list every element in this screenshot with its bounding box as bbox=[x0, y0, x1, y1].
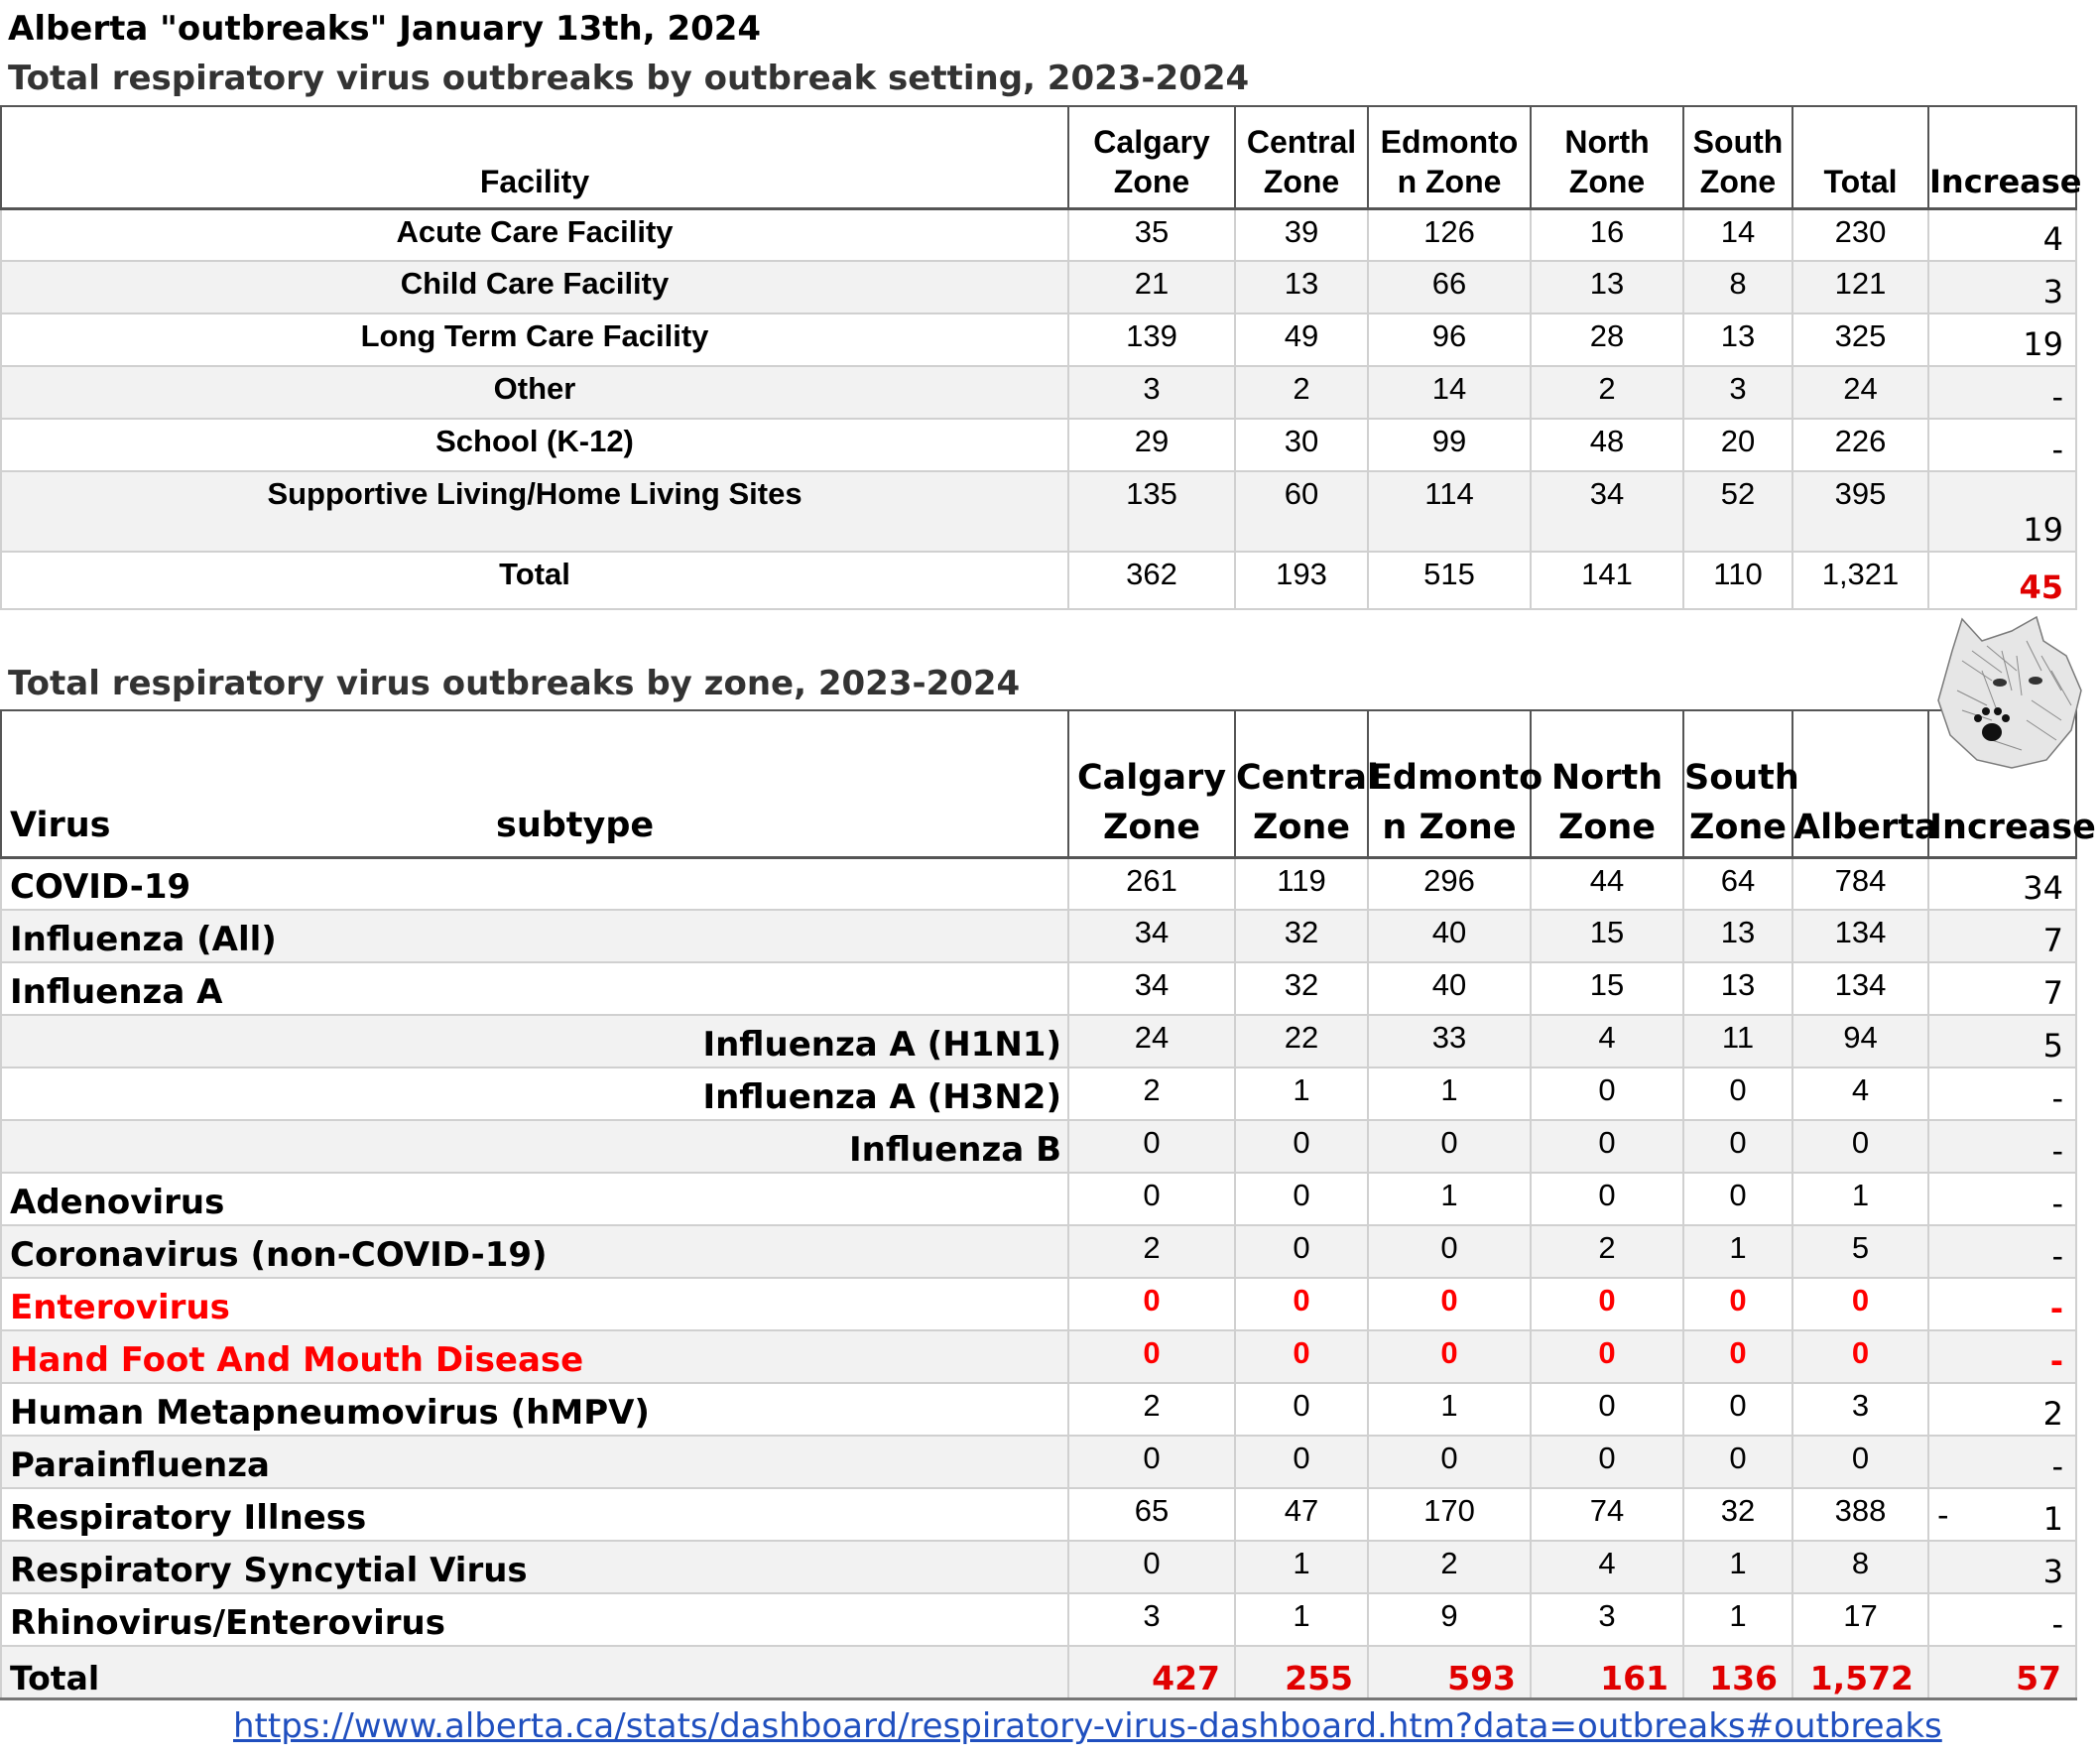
edmonton-cell: 2 bbox=[1368, 1541, 1531, 1593]
table-row bbox=[1, 910, 2076, 962]
facility-cell: School (K-12) bbox=[1, 419, 1068, 471]
central-zone-header: Central Zone bbox=[1235, 710, 1368, 857]
increase-prefix: - bbox=[1937, 1496, 1949, 1534]
central-cell: 0 bbox=[1235, 1120, 1368, 1173]
virus-cell: Parainfluenza bbox=[1, 1436, 1068, 1488]
south-total-cell: 110 bbox=[1683, 552, 1792, 609]
increase-cell: 3 bbox=[1928, 261, 2076, 314]
calgary-cell: 0 bbox=[1068, 1436, 1235, 1488]
virus-cell: Adenovirus bbox=[1, 1173, 1068, 1225]
calgary-cell: 0 bbox=[1068, 1278, 1235, 1330]
increase-value: 2 bbox=[2042, 1395, 2063, 1433]
calgary-cell: 135 bbox=[1068, 471, 1235, 552]
facility-cell: Supportive Living/Home Living Sites bbox=[1, 471, 1068, 552]
north-cell: 15 bbox=[1531, 910, 1683, 962]
central-cell: 39 bbox=[1235, 208, 1368, 261]
central-cell: 1 bbox=[1235, 1067, 1368, 1120]
increase-cell bbox=[1928, 1120, 2076, 1173]
calgary-zone-header: Calgary Zone bbox=[1068, 710, 1235, 857]
north-total-cell: 161 bbox=[1531, 1646, 1683, 1698]
edmonton-cell: 126 bbox=[1368, 208, 1531, 261]
north-cell: 0 bbox=[1531, 1173, 1683, 1225]
facility-cell: Other bbox=[1, 366, 1068, 419]
increase-cell: - bbox=[1928, 419, 2076, 471]
central-cell: 0 bbox=[1235, 1173, 1368, 1225]
increase-value: - bbox=[2051, 1237, 2063, 1275]
table-row bbox=[1, 1383, 2076, 1436]
south-cell: 1 bbox=[1683, 1593, 1792, 1646]
edmonton-cell: 33 bbox=[1368, 1015, 1531, 1067]
calgary-cell: 0 bbox=[1068, 1173, 1235, 1225]
edmonton-cell: 96 bbox=[1368, 314, 1531, 366]
increase-cell bbox=[1928, 962, 2076, 1015]
virus-cell: Coronavirus (non-COVID-19) bbox=[1, 1225, 1068, 1278]
alberta-cell: 388 bbox=[1792, 1488, 1928, 1541]
total-cell: 325 bbox=[1792, 314, 1928, 366]
total-cell: 24 bbox=[1792, 366, 1928, 419]
table-row bbox=[1, 1067, 2076, 1120]
wolf-logo bbox=[1932, 611, 2083, 770]
virus-cell: Influenza B bbox=[1, 1120, 1068, 1173]
south-cell: 64 bbox=[1683, 857, 1792, 910]
total-cell: 395 bbox=[1792, 471, 1928, 552]
central-cell: 0 bbox=[1235, 1278, 1368, 1330]
zone-table-caption: Total respiratory virus outbreaks by zone, 2023-2024 bbox=[8, 664, 1021, 703]
south-cell: 3 bbox=[1683, 366, 1792, 419]
table-row bbox=[1, 1173, 2076, 1225]
south-zone-header: South Zone bbox=[1683, 106, 1792, 208]
increase-value: - bbox=[2049, 1342, 2063, 1380]
central-zone-header: Central Zone bbox=[1235, 106, 1368, 208]
increase-cell: 19 bbox=[1928, 471, 2076, 552]
source-link[interactable]: https://www.alberta.ca/stats/dashboard/respiratory-virus-dashboard.htm?data=outbreaks#outbreaks bbox=[233, 1706, 1942, 1746]
central-cell: 47 bbox=[1235, 1488, 1368, 1541]
table-row bbox=[1, 1278, 2076, 1330]
calgary-cell: 139 bbox=[1068, 314, 1235, 366]
table-row bbox=[1, 314, 2076, 366]
alberta-cell: 4 bbox=[1792, 1067, 1928, 1120]
virus-cell: Respiratory Illness bbox=[1, 1488, 1068, 1541]
facility-cell: Long Term Care Facility bbox=[1, 314, 1068, 366]
increase-cell bbox=[1928, 1436, 2076, 1488]
north-zone-header: North Zone bbox=[1531, 106, 1683, 208]
increase-value: - bbox=[2051, 1185, 2063, 1222]
table-row bbox=[1, 471, 2076, 552]
north-cell: 13 bbox=[1531, 261, 1683, 314]
calgary-cell: 35 bbox=[1068, 208, 1235, 261]
facility-cell: Acute Care Facility bbox=[1, 208, 1068, 261]
increase-cell bbox=[1928, 1488, 2076, 1541]
increase-value: 1 bbox=[2042, 1500, 2063, 1538]
south-cell: 0 bbox=[1683, 1383, 1792, 1436]
table-row bbox=[1, 857, 2076, 910]
central-cell: 1 bbox=[1235, 1541, 1368, 1593]
calgary-cell: 21 bbox=[1068, 261, 1235, 314]
calgary-zone-header: Calgary Zone bbox=[1068, 106, 1235, 208]
edmonton-cell: 40 bbox=[1368, 962, 1531, 1015]
increase-cell: 4 bbox=[1928, 208, 2076, 261]
table-row bbox=[1, 962, 2076, 1015]
central-cell: 1 bbox=[1235, 1593, 1368, 1646]
alberta-header: Alberta bbox=[1792, 710, 1928, 857]
calgary-cell: 3 bbox=[1068, 1593, 1235, 1646]
edmonton-cell: 66 bbox=[1368, 261, 1531, 314]
calgary-cell: 24 bbox=[1068, 1015, 1235, 1067]
south-cell: 52 bbox=[1683, 471, 1792, 552]
south-total-cell: 136 bbox=[1683, 1646, 1792, 1698]
central-cell: 0 bbox=[1235, 1436, 1368, 1488]
south-cell: 0 bbox=[1683, 1173, 1792, 1225]
increase-cell bbox=[1928, 1330, 2076, 1383]
virus-cell: COVID-19 bbox=[1, 857, 1068, 910]
virus-header bbox=[1, 710, 1068, 857]
alberta-cell: 0 bbox=[1792, 1436, 1928, 1488]
edmonton-cell: 0 bbox=[1368, 1330, 1531, 1383]
central-cell: 13 bbox=[1235, 261, 1368, 314]
north-cell: 4 bbox=[1531, 1541, 1683, 1593]
increase-total-cell: 45 bbox=[1928, 552, 2076, 609]
facility-cell: Child Care Facility bbox=[1, 261, 1068, 314]
alberta-cell: 94 bbox=[1792, 1015, 1928, 1067]
edmonton-zone-header: Edmonto n Zone bbox=[1368, 710, 1531, 857]
virus-cell: Influenza A (H3N2) bbox=[1, 1067, 1068, 1120]
increase-cell bbox=[1928, 1225, 2076, 1278]
south-cell: 8 bbox=[1683, 261, 1792, 314]
north-cell: 28 bbox=[1531, 314, 1683, 366]
virus-cell: Influenza (All) bbox=[1, 910, 1068, 962]
table-row bbox=[1, 1015, 2076, 1067]
increase-value: - bbox=[2049, 1290, 2063, 1327]
increase-cell: - bbox=[1928, 366, 2076, 419]
south-cell: 32 bbox=[1683, 1488, 1792, 1541]
table-row bbox=[1, 1225, 2076, 1278]
edmonton-cell: 0 bbox=[1368, 1436, 1531, 1488]
increase-value: - bbox=[2051, 1605, 2063, 1643]
south-cell: 0 bbox=[1683, 1330, 1792, 1383]
edmonton-cell: 114 bbox=[1368, 471, 1531, 552]
table-row bbox=[1, 208, 2076, 261]
central-cell: 60 bbox=[1235, 471, 1368, 552]
virus-cell: Respiratory Syncytial Virus bbox=[1, 1541, 1068, 1593]
increase-cell bbox=[1928, 857, 2076, 910]
south-cell: 0 bbox=[1683, 1120, 1792, 1173]
table-row bbox=[1, 1541, 2076, 1593]
outbreak-setting-table bbox=[0, 105, 2082, 610]
south-cell: 20 bbox=[1683, 419, 1792, 471]
table-row bbox=[1, 1593, 2076, 1646]
increase-header: Increase bbox=[1928, 106, 2076, 208]
alberta-cell: 1 bbox=[1792, 1173, 1928, 1225]
north-cell: 0 bbox=[1531, 1330, 1683, 1383]
facility-cell: Total bbox=[1, 552, 1068, 609]
edmonton-cell: 1 bbox=[1368, 1173, 1531, 1225]
alberta-cell: 5 bbox=[1792, 1225, 1928, 1278]
table-row bbox=[1, 1120, 2076, 1173]
total-row bbox=[1, 1646, 2076, 1698]
edmonton-cell: 40 bbox=[1368, 910, 1531, 962]
edmonton-cell: 99 bbox=[1368, 419, 1531, 471]
calgary-cell: 2 bbox=[1068, 1383, 1235, 1436]
south-cell: 1 bbox=[1683, 1225, 1792, 1278]
virus-cell: Rhinovirus/Enterovirus bbox=[1, 1593, 1068, 1646]
central-cell: 119 bbox=[1235, 857, 1368, 910]
table-row bbox=[1, 366, 2076, 419]
south-cell: 13 bbox=[1683, 910, 1792, 962]
north-cell: 34 bbox=[1531, 471, 1683, 552]
south-cell: 0 bbox=[1683, 1278, 1792, 1330]
facility-header: Facility bbox=[1, 106, 1068, 208]
wolf-head-icon bbox=[1938, 617, 2081, 768]
north-cell: 0 bbox=[1531, 1436, 1683, 1488]
edmonton-cell: 14 bbox=[1368, 366, 1531, 419]
calgary-total-cell: 362 bbox=[1068, 552, 1235, 609]
edmonton-zone-header: Edmonto n Zone bbox=[1368, 106, 1531, 208]
setting-table-caption: Total respiratory virus outbreaks by outbreak setting, 2023-2024 bbox=[8, 59, 1250, 98]
south-cell: 13 bbox=[1683, 962, 1792, 1015]
virus-cell: Total bbox=[1, 1646, 1068, 1698]
calgary-cell: 0 bbox=[1068, 1330, 1235, 1383]
edmonton-cell: 296 bbox=[1368, 857, 1531, 910]
calgary-cell: 65 bbox=[1068, 1488, 1235, 1541]
south-cell: 1 bbox=[1683, 1541, 1792, 1593]
edmonton-cell: 0 bbox=[1368, 1120, 1531, 1173]
alberta-cell: 0 bbox=[1792, 1278, 1928, 1330]
alberta-cell: 134 bbox=[1792, 910, 1928, 962]
virus-cell: Influenza A (H1N1) bbox=[1, 1015, 1068, 1067]
central-cell: 32 bbox=[1235, 962, 1368, 1015]
north-cell: 0 bbox=[1531, 1067, 1683, 1120]
total-row bbox=[1, 552, 2076, 609]
total-cell: 226 bbox=[1792, 419, 1928, 471]
setting-header-row bbox=[1, 106, 2076, 208]
virus-cell: Enterovirus bbox=[1, 1278, 1068, 1330]
table-row bbox=[1, 1330, 2076, 1383]
increase-value: 7 bbox=[2042, 974, 2063, 1012]
south-cell: 14 bbox=[1683, 208, 1792, 261]
central-cell: 30 bbox=[1235, 419, 1368, 471]
north-cell: 44 bbox=[1531, 857, 1683, 910]
north-cell: 2 bbox=[1531, 1225, 1683, 1278]
calgary-cell: 34 bbox=[1068, 962, 1235, 1015]
increase-cell bbox=[1928, 1015, 2076, 1067]
central-cell: 0 bbox=[1235, 1383, 1368, 1436]
edmonton-cell: 170 bbox=[1368, 1488, 1531, 1541]
increase-cell bbox=[1928, 1593, 2076, 1646]
south-cell: 11 bbox=[1683, 1015, 1792, 1067]
increase-header: Increase bbox=[1928, 710, 2076, 857]
increase-value: 7 bbox=[2042, 922, 2063, 959]
north-cell: 0 bbox=[1531, 1383, 1683, 1436]
central-cell: 22 bbox=[1235, 1015, 1368, 1067]
increase-value: - bbox=[2051, 1447, 2063, 1485]
calgary-cell: 0 bbox=[1068, 1541, 1235, 1593]
table-row bbox=[1, 261, 2076, 314]
north-total-cell: 141 bbox=[1531, 552, 1683, 609]
increase-cell bbox=[1928, 1541, 2076, 1593]
north-cell: 3 bbox=[1531, 1593, 1683, 1646]
calgary-cell: 0 bbox=[1068, 1120, 1235, 1173]
alberta-cell: 3 bbox=[1792, 1383, 1928, 1436]
calgary-cell: 3 bbox=[1068, 366, 1235, 419]
edmonton-cell: 0 bbox=[1368, 1278, 1531, 1330]
table-row bbox=[1, 1436, 2076, 1488]
calgary-cell: 2 bbox=[1068, 1067, 1235, 1120]
table-row bbox=[1, 1488, 2076, 1541]
zone-header-row bbox=[1, 710, 2076, 857]
central-total-cell: 193 bbox=[1235, 552, 1368, 609]
increase-value: - bbox=[2051, 1079, 2063, 1117]
virus-header-label: Virus bbox=[10, 805, 111, 845]
south-cell: 0 bbox=[1683, 1436, 1792, 1488]
north-cell: 0 bbox=[1531, 1278, 1683, 1330]
alberta-cell: 0 bbox=[1792, 1120, 1928, 1173]
increase-cell bbox=[1928, 1383, 2076, 1436]
total-cell: 121 bbox=[1792, 261, 1928, 314]
outbreak-zone-table bbox=[0, 709, 2096, 1700]
calgary-cell: 261 bbox=[1068, 857, 1235, 910]
south-cell: 0 bbox=[1683, 1067, 1792, 1120]
alberta-cell: 784 bbox=[1792, 857, 1928, 910]
south-cell: 13 bbox=[1683, 314, 1792, 366]
alberta-cell: 0 bbox=[1792, 1330, 1928, 1383]
increase-value: 34 bbox=[2023, 869, 2063, 907]
virus-cell: Hand Foot And Mouth Disease bbox=[1, 1330, 1068, 1383]
increase-value: 5 bbox=[2042, 1027, 2063, 1065]
central-cell: 2 bbox=[1235, 366, 1368, 419]
south-zone-header: South Zone bbox=[1683, 710, 1792, 857]
alberta-cell: 8 bbox=[1792, 1541, 1928, 1593]
edmonton-total-cell: 593 bbox=[1368, 1646, 1531, 1698]
central-total-cell: 255 bbox=[1235, 1646, 1368, 1698]
increase-cell bbox=[1928, 910, 2076, 962]
calgary-cell: 2 bbox=[1068, 1225, 1235, 1278]
north-cell: 48 bbox=[1531, 419, 1683, 471]
north-cell: 15 bbox=[1531, 962, 1683, 1015]
edmonton-cell: 9 bbox=[1368, 1593, 1531, 1646]
alberta-total-cell: 1,572 bbox=[1792, 1646, 1928, 1698]
calgary-cell: 34 bbox=[1068, 910, 1235, 962]
increase-value: - bbox=[2051, 1132, 2063, 1170]
central-cell: 0 bbox=[1235, 1330, 1368, 1383]
increase-total-cell: 57 bbox=[1928, 1646, 2076, 1698]
north-cell: 74 bbox=[1531, 1488, 1683, 1541]
increase-cell bbox=[1928, 1173, 2076, 1225]
virus-cell: Influenza A bbox=[1, 962, 1068, 1015]
edmonton-cell: 0 bbox=[1368, 1225, 1531, 1278]
calgary-total-cell: 427 bbox=[1068, 1646, 1235, 1698]
total-cell: 230 bbox=[1792, 208, 1928, 261]
calgary-cell: 29 bbox=[1068, 419, 1235, 471]
north-cell: 0 bbox=[1531, 1120, 1683, 1173]
edmonton-cell: 1 bbox=[1368, 1383, 1531, 1436]
north-cell: 4 bbox=[1531, 1015, 1683, 1067]
increase-cell bbox=[1928, 1067, 2076, 1120]
increase-cell bbox=[1928, 1278, 2076, 1330]
alberta-cell: 134 bbox=[1792, 962, 1928, 1015]
edmonton-total-cell: 515 bbox=[1368, 552, 1531, 609]
increase-value: 3 bbox=[2042, 1553, 2063, 1590]
central-cell: 32 bbox=[1235, 910, 1368, 962]
table-row bbox=[1, 419, 2076, 471]
total-header: Total bbox=[1792, 106, 1928, 208]
virus-cell: Human Metapneumovirus (hMPV) bbox=[1, 1383, 1068, 1436]
north-zone-header: North Zone bbox=[1531, 710, 1683, 857]
total-total-cell: 1,321 bbox=[1792, 552, 1928, 609]
north-cell: 16 bbox=[1531, 208, 1683, 261]
increase-cell: 19 bbox=[1928, 314, 2076, 366]
alberta-cell: 17 bbox=[1792, 1593, 1928, 1646]
subtype-header-label: subtype bbox=[496, 805, 655, 845]
central-cell: 0 bbox=[1235, 1225, 1368, 1278]
page-title: Alberta "outbreaks" January 13th, 2024 bbox=[8, 9, 762, 49]
edmonton-cell: 1 bbox=[1368, 1067, 1531, 1120]
central-cell: 49 bbox=[1235, 314, 1368, 366]
north-cell: 2 bbox=[1531, 366, 1683, 419]
